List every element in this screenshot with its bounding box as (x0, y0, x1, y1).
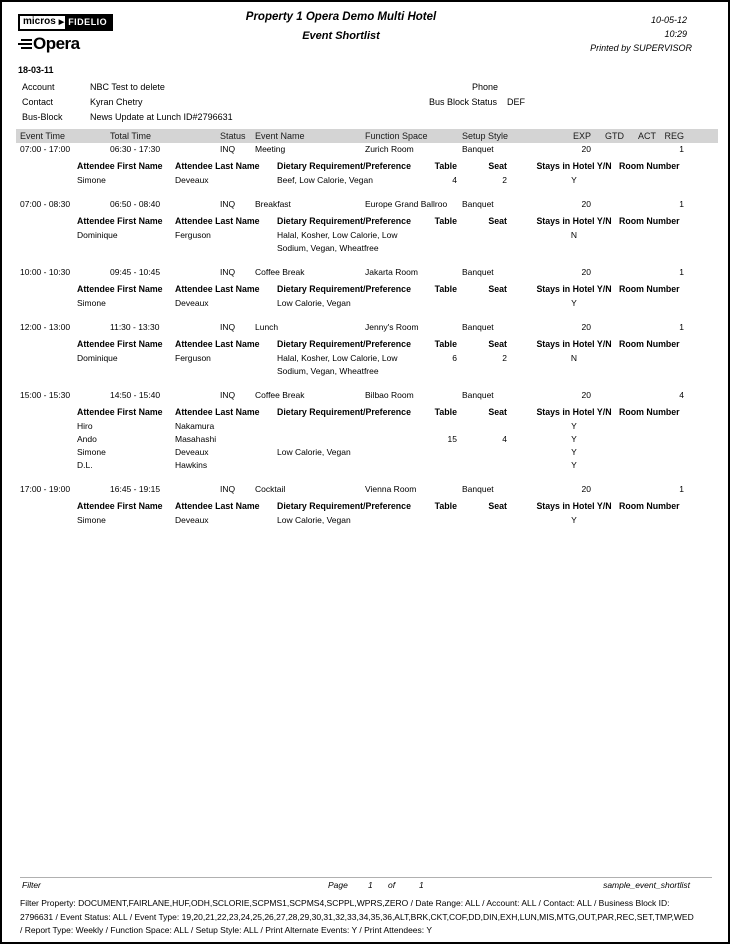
report-file-name: sample_event_shortlist (603, 880, 690, 890)
footer-divider (20, 877, 712, 878)
total_time: 14:50 - 15:40 (110, 390, 161, 400)
status: INQ (220, 199, 236, 209)
filter-line: Filter Property: DOCUMENT,FAIRLANE,HUF,ODH,SCLORIE,SCPMS1,SCPMS4,SCPPL,WPRS,ZERO / Date Range: ALL / Account: ALL / Contact: ALL / Business Block ID: (20, 898, 670, 908)
attendee-header-row (16, 283, 718, 296)
attendee-first: Simone (77, 515, 106, 525)
function_space: Jakarta Room (365, 267, 418, 277)
col-header-setup_style: Setup Style (462, 131, 509, 141)
account-label: Account (22, 82, 55, 92)
attendee-stays: Y (571, 515, 577, 525)
exp: 20 (581, 267, 591, 277)
attendee-first: Dominique (77, 230, 118, 240)
attendee-col-header: Seat (488, 501, 507, 511)
attendee-last: Ferguson (175, 230, 211, 240)
event-block (16, 198, 718, 255)
contact-label: Contact (22, 97, 54, 107)
attendee-stays: Y (571, 434, 577, 444)
attendee-col-header: Attendee First Name (77, 339, 163, 349)
filter-description (20, 897, 716, 938)
attendee-col-header: Dietary Requirement/Preference (277, 339, 411, 349)
total_time: 11:30 - 13:30 (110, 322, 160, 332)
event-block (16, 266, 718, 310)
event-row (16, 266, 718, 279)
col-header-total_time: Total Time (110, 131, 152, 141)
event_name: Coffee Break (255, 390, 305, 400)
attendee-col-header: Stays in Hotel Y/N (536, 339, 612, 349)
attendee-col-header: Attendee First Name (77, 216, 163, 226)
attendee-dietary: Low Calorie, Vegan (277, 298, 351, 308)
printed-by: Printed by SUPERVISOR (590, 43, 692, 53)
attendee-last: Nakamura (175, 421, 215, 431)
col-header-event_time: Event Time (20, 131, 66, 141)
event-block (16, 483, 718, 527)
attendee-first: Simone (77, 175, 106, 185)
reg: 1 (679, 484, 684, 494)
attendee-row (16, 174, 718, 187)
attendee-row (16, 433, 718, 446)
attendee-col-header: Attendee Last Name (175, 216, 260, 226)
attendee-col-header: Attendee Last Name (175, 161, 260, 171)
attendee-col-header: Table (434, 284, 457, 294)
exp: 20 (581, 199, 591, 209)
attendee-seat: 2 (502, 353, 507, 363)
status: INQ (220, 390, 236, 400)
attendee-first: Simone (77, 298, 106, 308)
event_name: Coffee Break (255, 267, 305, 277)
attendee-row (16, 229, 718, 255)
setup_style: Banquet (462, 484, 494, 494)
event_name: Cocktail (255, 484, 286, 494)
attendee-last: Deveaux (175, 515, 209, 525)
attendee-stays: Y (571, 447, 577, 457)
attendee-row (16, 514, 718, 527)
filter-line: 2796631 / Event Status: ALL / Event Type: 19,20,21,22,23,24,25,26,27,28,29,30,31,32,33,34,35,36,ALT,BRK,CKT,COF,DD,DIN,EXH,LUN,MIS,MTG,OUT,PAR,REC,SET,TMP,WED (20, 911, 694, 922)
col-header-function_space: Function Space (365, 131, 428, 141)
attendee-col-header: Room Number (619, 161, 680, 171)
attendee-col-header: Room Number (619, 284, 680, 294)
event_time: 07:00 - 17:00 (20, 144, 71, 154)
event-block (16, 143, 718, 187)
attendee-table: 6 (452, 353, 457, 363)
attendee-first: Hiro (77, 421, 93, 431)
attendee-col-header: Attendee Last Name (175, 501, 260, 511)
event-row (16, 483, 718, 496)
reg: 1 (679, 322, 684, 332)
total_time: 06:30 - 17:30 (110, 144, 161, 154)
attendee-col-header: Stays in Hotel Y/N (536, 216, 612, 226)
report-titles (2, 11, 680, 42)
attendee-dietary: Halal, Kosher, Low Calorie, Low Sodium, Vegan, Wheatfree (277, 230, 398, 253)
arrow-icon: ▶ (58, 18, 65, 26)
bus-block-label: Bus-Block (22, 112, 63, 122)
event-block (16, 321, 718, 378)
event_time: 17:00 - 19:00 (20, 484, 71, 494)
attendee-col-header: Table (434, 407, 457, 417)
status: INQ (220, 144, 236, 154)
attendee-col-header: Dietary Requirement/Preference (277, 284, 411, 294)
attendee-seat: 4 (502, 434, 507, 444)
exp: 20 (581, 390, 591, 400)
attendee-col-header: Table (434, 339, 457, 349)
attendee-last: Deveaux (175, 447, 209, 457)
attendee-col-header: Attendee First Name (77, 284, 163, 294)
attendee-col-header: Table (434, 161, 457, 171)
attendee-col-header: Attendee Last Name (175, 407, 260, 417)
attendee-col-header: Stays in Hotel Y/N (536, 161, 612, 171)
exp: 20 (581, 484, 591, 494)
attendee-col-header: Seat (488, 161, 507, 171)
micros-logo-text: micros (20, 16, 58, 29)
attendee-col-header: Seat (488, 407, 507, 417)
total_time: 06:50 - 08:40 (110, 199, 161, 209)
attendee-stays: Y (571, 460, 577, 470)
attendee-dietary: Low Calorie, Vegan (277, 515, 351, 525)
col-header-event_name: Event Name (255, 131, 305, 141)
event-row (16, 143, 718, 156)
status: INQ (220, 267, 236, 277)
attendee-last: Deveaux (175, 175, 209, 185)
status: INQ (220, 322, 236, 332)
attendee-col-header: Seat (488, 216, 507, 226)
attendee-col-header: Dietary Requirement/Preference (277, 216, 411, 226)
attendee-stays: N (570, 353, 578, 363)
reg: 1 (679, 144, 684, 154)
attendee-col-header: Attendee First Name (77, 161, 163, 171)
bus-block-value: News Update at Lunch ID#2796631 (90, 112, 233, 122)
attendee-col-header: Dietary Requirement/Preference (277, 161, 411, 171)
attendee-header-row (16, 338, 718, 351)
attendee-first: Simone (77, 447, 106, 457)
setup_style: Banquet (462, 390, 494, 400)
attendee-col-header: Seat (488, 339, 507, 349)
status: INQ (220, 484, 236, 494)
page-label: Page (328, 880, 348, 890)
function_space: Zurich Room (365, 144, 414, 154)
function_space: Europe Grand Ballroo (365, 199, 448, 209)
block-date: 18-03-11 (18, 65, 54, 75)
attendee-header-row (16, 160, 718, 173)
event_time: 07:00 - 08:30 (20, 199, 71, 209)
filter-line: / Report Type: Weekly / Function Space: ALL / Setup Style: ALL / Print Alternate Events: Y / Print Attendees: Y (20, 925, 433, 935)
setup_style: Banquet (462, 267, 494, 277)
print-time: 10:29 (664, 29, 687, 39)
attendee-first: Ando (77, 434, 97, 444)
fidelio-logo-text: FIDELIO (65, 16, 111, 29)
col-header-exp: EXP (572, 131, 591, 141)
opera-logo-text: Opera (33, 34, 80, 53)
attendee-header-row (16, 215, 718, 228)
attendee-row (16, 446, 718, 459)
attendee-stays: Y (571, 421, 577, 431)
event-row (16, 389, 718, 402)
event-row (16, 198, 718, 211)
setup_style: Banquet (462, 322, 494, 332)
attendee-seat: 2 (502, 175, 507, 185)
attendee-col-header: Attendee First Name (77, 501, 163, 511)
attendee-dietary: Low Calorie, Vegan (277, 447, 351, 457)
attendee-row (16, 459, 718, 472)
attendee-last: Hawkins (175, 460, 208, 470)
event_time: 15:00 - 15:30 (20, 390, 71, 400)
attendee-col-header: Table (434, 501, 457, 511)
attendee-table: 4 (452, 175, 457, 185)
attendee-col-header: Stays in Hotel Y/N (536, 407, 612, 417)
attendee-col-header: Attendee Last Name (175, 339, 260, 349)
attendee-stays: Y (571, 175, 577, 185)
event_time: 12:00 - 13:00 (20, 322, 71, 332)
col-header-status: Status (220, 131, 246, 141)
phone-label: Phone (472, 82, 499, 92)
attendee-header-row (16, 406, 718, 419)
total_time: 09:45 - 10:45 (110, 267, 161, 277)
attendee-col-header: Room Number (619, 501, 680, 511)
attendee-row (16, 420, 718, 433)
attendee-first: Dominique (77, 353, 118, 363)
event_time: 10:00 - 10:30 (20, 267, 71, 277)
attendee-col-header: Stays in Hotel Y/N (536, 501, 612, 511)
attendee-last: Deveaux (175, 298, 209, 308)
attendee-table: 15 (447, 434, 457, 444)
col-header-reg: REG (664, 131, 684, 141)
reg: 1 (679, 267, 684, 277)
col-header-act: ACT (638, 131, 656, 141)
function_space: Bilbao Room (365, 390, 414, 400)
attendee-col-header: Room Number (619, 407, 680, 417)
reg: 4 (679, 390, 684, 400)
bus-block-status-label: Bus Block Status (429, 97, 498, 107)
attendee-col-header: Room Number (619, 216, 680, 226)
attendee-col-header: Attendee Last Name (175, 284, 260, 294)
total_time: 16:45 - 19:15 (110, 484, 161, 494)
function_space: Vienna Room (365, 484, 417, 494)
attendee-col-header: Dietary Requirement/Preference (277, 501, 411, 511)
print-meta (590, 13, 692, 55)
table-header-row (16, 129, 718, 143)
col-header-gtd: GTD (605, 131, 624, 141)
event_name: Lunch (255, 322, 279, 332)
attendee-last: Ferguson (175, 353, 211, 363)
page-number: 1 (368, 880, 373, 890)
attendee-last: Masahashi (175, 434, 217, 444)
contact-value: Kyran Chetry (90, 97, 143, 107)
attendee-dietary: Beef, Low Calorie, Vegan (277, 175, 373, 185)
event_name: Breakfast (255, 199, 291, 209)
attendee-dietary: Halal, Kosher, Low Calorie, Low Sodium, Vegan, Wheatfree (277, 353, 398, 376)
event_name: Meeting (255, 144, 286, 154)
bus-block-status-value: DEF (507, 97, 525, 107)
attendee-col-header: Room Number (619, 339, 680, 349)
attendee-col-header: Attendee First Name (77, 407, 163, 417)
attendee-stays: Y (571, 298, 577, 308)
report-subtitle: Event Shortlist (302, 30, 380, 42)
event-block (16, 389, 718, 472)
attendee-row (16, 352, 718, 378)
exp: 20 (581, 144, 591, 154)
reg: 1 (679, 199, 684, 209)
attendee-stays: N (570, 230, 578, 240)
print-date: 10-05-12 (650, 15, 687, 25)
account-value: NBC Test to delete (90, 82, 165, 92)
event-row (16, 321, 718, 334)
attendee-col-header: Dietary Requirement/Preference (277, 407, 411, 417)
attendee-col-header: Stays in Hotel Y/N (536, 284, 612, 294)
total-pages: 1 (419, 880, 424, 890)
filter-label: Filter (22, 880, 41, 890)
function_space: Jenny's Room (365, 322, 419, 332)
report-title: Property 1 Opera Demo Multi Hotel (245, 11, 437, 23)
attendee-header-row (16, 500, 718, 513)
exp: 20 (581, 322, 591, 332)
setup_style: Banquet (462, 144, 494, 154)
attendee-row (16, 297, 718, 310)
attendee-col-header: Seat (488, 284, 507, 294)
events-list (16, 143, 718, 538)
attendee-col-header: Table (434, 216, 457, 226)
setup_style: Banquet (462, 199, 494, 209)
attendee-first: D.L. (77, 460, 93, 470)
of-label: of (388, 880, 396, 890)
